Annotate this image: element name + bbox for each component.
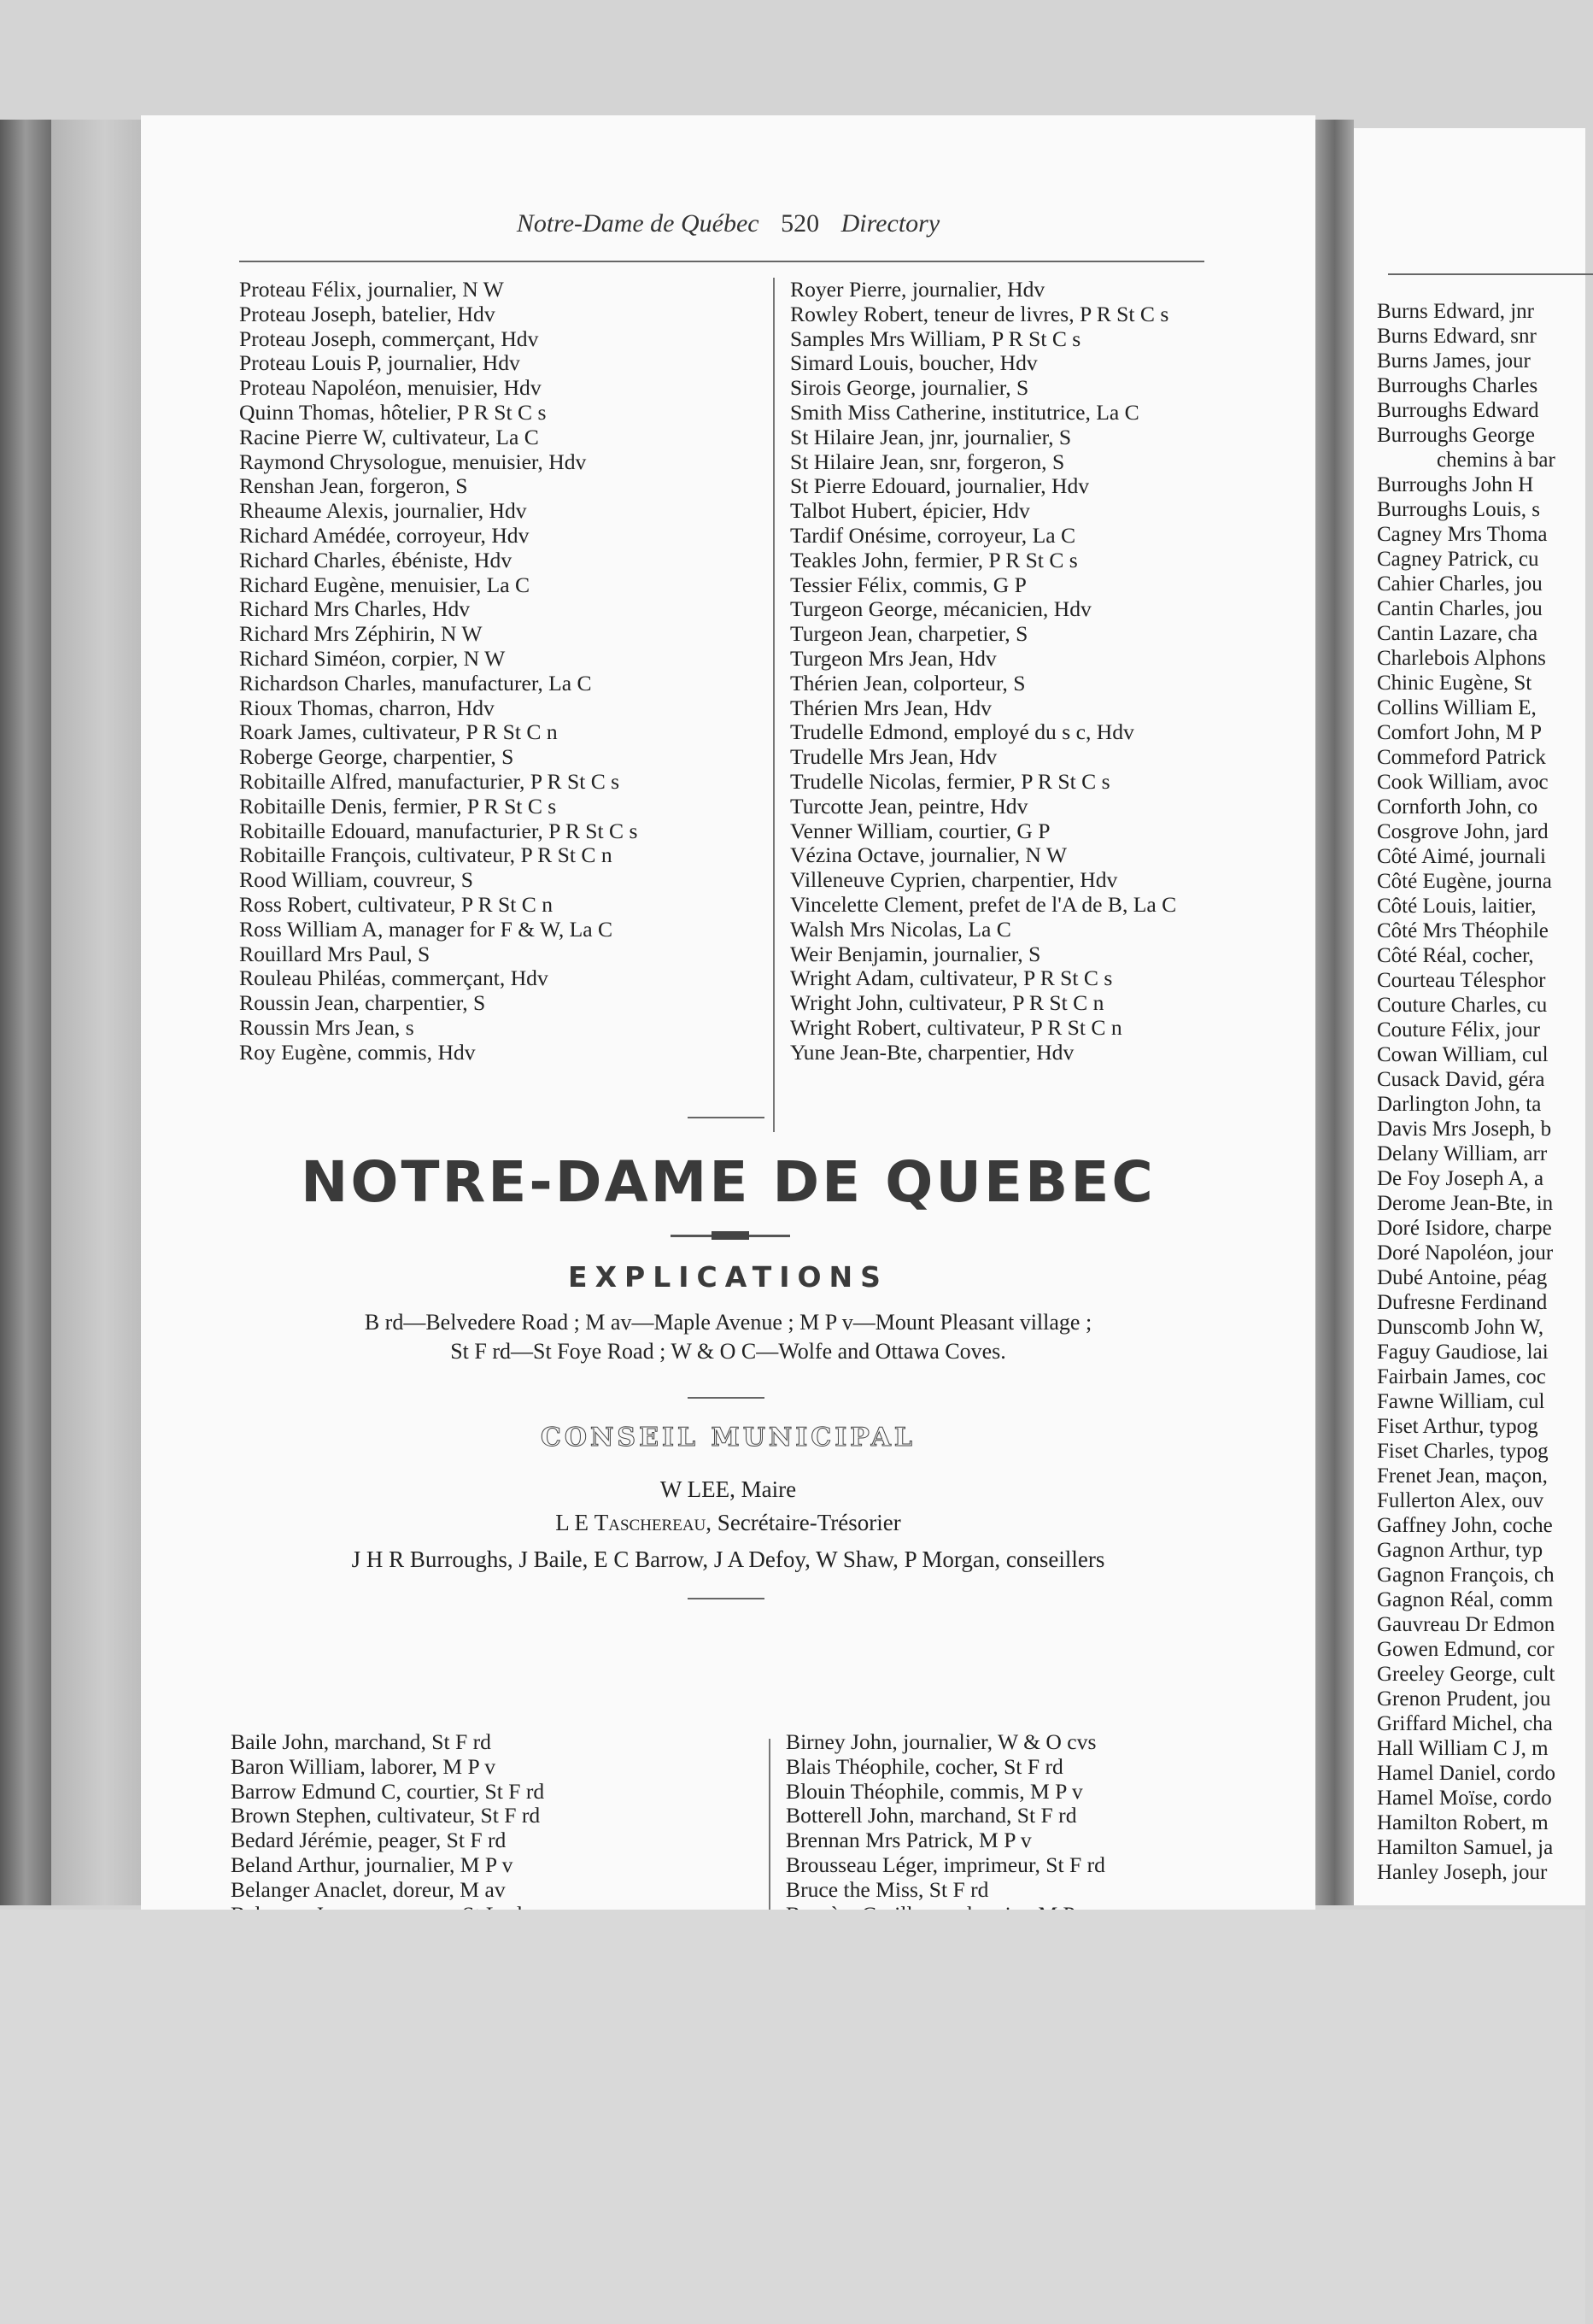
directory-entry: Barrow Edmund C, courtier, St F rd bbox=[231, 1778, 545, 1804]
directory-entry: Bruce the Miss, St F rd bbox=[786, 1876, 989, 1902]
directory-entry: Rioux Thomas, charron, Hdv bbox=[239, 695, 495, 720]
directory-entry: Richard Siméon, corpier, N W bbox=[239, 645, 506, 671]
facing-page-column bbox=[1377, 299, 1555, 1885]
directory-entry: Rouillard Mrs Paul, S bbox=[239, 941, 430, 966]
directory-entry: Hanley Joseph, jour bbox=[1377, 1861, 1548, 1884]
directory-entry: Wright John, cultivateur, P R St C n bbox=[790, 990, 1104, 1016]
directory-entry: Vincelette Clement, prefet de l'A de B, La C bbox=[790, 891, 1177, 917]
directory-entry: Villeneuve Cyprien, charpentier, Hdv bbox=[790, 867, 1118, 893]
column-divider bbox=[773, 278, 775, 1132]
directory-entry: Côté Eugène, journa bbox=[1377, 870, 1552, 893]
directory-entry: Roy Eugène, commis, Hdv bbox=[239, 1039, 476, 1065]
directory-entry: Gowen Edmund, cor bbox=[1377, 1638, 1555, 1661]
directory-entry: Brennan Mrs Patrick, M P v bbox=[786, 1828, 1032, 1853]
directory-entry: Burns Edward, jnr bbox=[1377, 300, 1534, 323]
directory-entry: Weir Benjamin, journalier, S bbox=[790, 941, 1041, 966]
conseil-heading: CONSEIL MUNICIPAL bbox=[540, 1423, 916, 1452]
header-town: Notre-Dame de Québec bbox=[516, 209, 759, 238]
directory-entry: Richard Charles, ébéniste, Hdv bbox=[239, 547, 512, 572]
directory-page bbox=[141, 115, 1315, 1910]
directory-entry: Frenet Jean, maçon, bbox=[1377, 1464, 1548, 1488]
directory-entry: Charlebois Alphons bbox=[1377, 647, 1546, 670]
directory-entry: Fawne William, cul bbox=[1377, 1390, 1545, 1413]
directory-entry: Wright Adam, cultivateur, P R St C s bbox=[790, 965, 1113, 991]
directory-entry: St Pierre Edouard, journalier, Hdv bbox=[790, 473, 1090, 499]
book-edge bbox=[51, 120, 141, 1905]
directory-entry: Botterell John, marchand, St F rd bbox=[786, 1803, 1077, 1828]
directory-entry: Doré Napoléon, jour bbox=[1377, 1241, 1554, 1265]
directory-entry: St Hilaire Jean, jnr, journalier, S bbox=[790, 424, 1072, 449]
directory-entry: Thérien Mrs Jean, Hdv bbox=[790, 695, 992, 720]
directory-entry: Burroughs George bbox=[1377, 424, 1535, 447]
council-secretary-name: Taschereau bbox=[594, 1510, 706, 1535]
council-mayor: W LEE, Maire bbox=[659, 1476, 797, 1502]
header-rule bbox=[239, 261, 1204, 262]
book-spine bbox=[0, 120, 51, 1905]
directory-entry: Cagney Mrs Thoma bbox=[1377, 523, 1548, 546]
directory-entry: Quinn Thomas, hôtelier, P R St C s bbox=[239, 399, 547, 425]
background-surface bbox=[0, 1910, 1585, 2324]
directory-entry: Turcotte Jean, peintre, Hdv bbox=[790, 793, 1028, 819]
facing-page bbox=[1354, 128, 1585, 1905]
directory-entry: Baron William, laborer, M P v bbox=[231, 1753, 495, 1779]
directory-entry: Rouleau Philéas, commerçant, Hdv bbox=[239, 965, 548, 991]
directory-entry: Renshan Jean, forgeron, S bbox=[239, 473, 468, 499]
directory-entry: Robitaille Edouard, manufacturier, P R St C s bbox=[239, 818, 638, 843]
directory-entry: Cantin Charles, jou bbox=[1377, 597, 1543, 620]
directory-entry: Talbot Hubert, épicier, Hdv bbox=[790, 498, 1030, 524]
book-gutter bbox=[1315, 120, 1354, 1905]
directory-entry: Côté Mrs Théophile bbox=[1377, 919, 1549, 942]
directory-entry: Dufresne Ferdinand bbox=[1377, 1291, 1548, 1314]
directory-entry: Robitaille Denis, fermier, P R St C s bbox=[239, 793, 557, 819]
directory-entry: Darlington John, ta bbox=[1377, 1093, 1542, 1116]
directory-entry: Ross William A, manager for F & W, La C bbox=[239, 916, 613, 942]
directory-entry: Gagnon Réal, comm bbox=[1377, 1588, 1554, 1611]
council-rule bbox=[688, 1598, 764, 1599]
directory-entry: Yune Jean-Bte, charpentier, Hdv bbox=[790, 1039, 1075, 1065]
directory-entry: Venner William, courtier, G P bbox=[790, 818, 1051, 843]
directory-entry: Dunscomb John W, bbox=[1377, 1316, 1544, 1339]
directory-entry: Hamel Moïse, cordo bbox=[1377, 1787, 1552, 1810]
directory-entry: Simard Louis, boucher, Hdv bbox=[790, 350, 1038, 376]
directory-entry: Derome Jean-Bte, in bbox=[1377, 1192, 1554, 1215]
directory-entry: Brousseau Léger, imprimeur, St F rd bbox=[786, 1852, 1105, 1877]
directory-entry: Roberge George, charpentier, S bbox=[239, 744, 514, 770]
directory-entry: Fiset Charles, typog bbox=[1377, 1440, 1549, 1463]
directory-entry: Proteau Louis P, journalier, Hdv bbox=[239, 350, 520, 376]
directory-entry: Rood William, couvreur, S bbox=[239, 867, 473, 893]
page-header bbox=[141, 209, 1315, 238]
directory-entry: Trudelle Nicolas, fermier, P R St C s bbox=[790, 768, 1110, 794]
directory-entry: Cusack David, géra bbox=[1377, 1068, 1545, 1091]
directory-entry: Smith Miss Catherine, institutrice, La C bbox=[790, 399, 1139, 425]
directory-entry: Roark James, cultivateur, P R St C n bbox=[239, 719, 558, 745]
directory-entry: Côté Réal, cocher, bbox=[1377, 944, 1534, 967]
directory-entry: Griffard Michel, cha bbox=[1377, 1712, 1553, 1735]
directory-entry: Baile John, marchand, St F rd bbox=[231, 1729, 491, 1754]
directory-entry: Dubé Antoine, péag bbox=[1377, 1266, 1548, 1289]
directory-entry: Cosgrove John, jard bbox=[1377, 820, 1549, 843]
directory-entry: Turgeon Jean, charpetier, S bbox=[790, 621, 1028, 647]
directory-entry: Couture Charles, cu bbox=[1377, 994, 1548, 1017]
directory-entry: Doré Isidore, charpe bbox=[1377, 1217, 1552, 1240]
explications-line-2: St F rd—St Foye Road ; W & O C—Wolfe and Ottawa Coves. bbox=[450, 1339, 1006, 1364]
council-secretary-title: , Secrétaire-Trésorier bbox=[706, 1510, 901, 1535]
directory-entry: Royer Pierre, journalier, Hdv bbox=[790, 277, 1045, 302]
directory-entry: Cagney Patrick, cu bbox=[1377, 548, 1539, 571]
directory-entry: Wright Robert, cultivateur, P R St C n bbox=[790, 1014, 1122, 1040]
directory-entry: Greeley George, cult bbox=[1377, 1663, 1555, 1686]
directory-entry: Commeford Patrick bbox=[1377, 746, 1546, 769]
directory-entry: Burns Edward, snr bbox=[1377, 325, 1537, 348]
directory-entry: Brown Stephen, cultivateur, St F rd bbox=[231, 1803, 541, 1828]
directory-entry: Trudelle Edmond, employé du s c, Hdv bbox=[790, 719, 1134, 745]
directory-entry: Comfort John, M P bbox=[1377, 721, 1543, 744]
directory-entry: Ross Robert, cultivateur, P R St C n bbox=[239, 891, 553, 917]
directory-entry: Fairbain James, coc bbox=[1377, 1365, 1546, 1388]
directory-entry: Couture Félix, jour bbox=[1377, 1018, 1540, 1042]
directory-entry: Robitaille Alfred, manufacturier, P R St C s bbox=[239, 768, 620, 794]
directory-entry: Courteau Télesphor bbox=[1377, 969, 1546, 992]
title-rule-ornament bbox=[712, 1231, 749, 1240]
directory-entry: Turgeon George, mécanicien, Hdv bbox=[790, 596, 1092, 622]
directory-entry: Hamel Daniel, cordo bbox=[1377, 1762, 1555, 1785]
directory-entry: Richard Mrs Zéphirin, N W bbox=[239, 621, 483, 647]
directory-entry: Richard Amédée, corroyeur, Hdv bbox=[239, 522, 530, 548]
directory-entry: Turgeon Mrs Jean, Hdv bbox=[790, 645, 997, 671]
directory-entry: Beland Arthur, journalier, M P v bbox=[231, 1852, 513, 1877]
directory-entry: Richard Eugène, menuisier, La C bbox=[239, 572, 530, 597]
explications-rule bbox=[688, 1397, 764, 1399]
directory-entry: Hamilton Robert, m bbox=[1377, 1811, 1549, 1834]
directory-entry: Richard Mrs Charles, Hdv bbox=[239, 596, 471, 622]
directory-entry: chemins à bar bbox=[1437, 449, 1555, 472]
council-secretary bbox=[141, 1510, 1315, 1536]
directory-entry: Burroughs Edward bbox=[1377, 399, 1539, 422]
directory-entry: Gagnon François, ch bbox=[1377, 1564, 1555, 1587]
directory-entry: Burroughs Charles bbox=[1377, 374, 1538, 397]
explications-line-1: B rd—Belvedere Road ; M av—Maple Avenue ; M P v—Mount Pleasant village ; bbox=[364, 1310, 1092, 1335]
directory-entry: Proteau Félix, journalier, N W bbox=[239, 277, 504, 302]
directory-entry: Côté Aimé, journali bbox=[1377, 845, 1546, 868]
directory-entry: Bedard Jérémie, peager, St F rd bbox=[231, 1828, 507, 1853]
directory-entry: Gagnon Arthur, typ bbox=[1377, 1539, 1543, 1562]
directory-entry: Gauvreau Dr Edmon bbox=[1377, 1613, 1555, 1636]
directory-entry: St Hilaire Jean, snr, forgeron, S bbox=[790, 449, 1065, 474]
directory-entry: Proteau Napoléon, menuisier, Hdv bbox=[239, 375, 542, 401]
directory-entry: Delany William, arr bbox=[1377, 1142, 1548, 1165]
directory-column-right bbox=[790, 278, 1176, 1065]
directory-entry: Cowan William, cul bbox=[1377, 1043, 1549, 1066]
directory-entry: Côté Louis, laitier, bbox=[1377, 895, 1537, 918]
directory-entry: Burroughs John H bbox=[1377, 473, 1534, 496]
facing-page-rule bbox=[1388, 273, 1593, 275]
directory-entry: Cornforth John, co bbox=[1377, 795, 1538, 819]
directory-entry: Rowley Robert, teneur de livres, P R St C s bbox=[790, 301, 1169, 326]
section-title: NOTRE-DAME DE QUEBEC bbox=[301, 1149, 1156, 1215]
directory-entry: Samples Mrs William, P R St C s bbox=[790, 326, 1081, 351]
directory-entry: Fullerton Alex, ouv bbox=[1377, 1489, 1544, 1512]
directory-entry: Tardif Onésime, corroyeur, La C bbox=[790, 522, 1076, 548]
council-members: J H R Burroughs, J Baile, E C Barrow, J A Defoy, W Shaw, P Morgan, conseillers bbox=[351, 1546, 1105, 1572]
directory-entry: Burns James, jour bbox=[1377, 349, 1531, 373]
directory-entry: Fiset Arthur, typog bbox=[1377, 1415, 1538, 1438]
directory-entry: Grenon Prudent, jou bbox=[1377, 1687, 1551, 1711]
directory-entry: Collins William E, bbox=[1377, 696, 1537, 719]
directory-entry: Roussin Mrs Jean, s bbox=[239, 1014, 414, 1040]
directory-entry: Gaffney John, coche bbox=[1377, 1514, 1553, 1537]
directory-entry: Teakles John, fermier, P R St C s bbox=[790, 547, 1078, 572]
page-number: 520 bbox=[781, 209, 820, 238]
header-directory: Directory bbox=[840, 209, 940, 238]
directory-entry: Walsh Mrs Nicolas, La C bbox=[790, 916, 1011, 942]
directory-entry: Richardson Charles, manufacturer, La C bbox=[239, 670, 592, 695]
section-rule bbox=[688, 1117, 764, 1118]
directory-entry: Burroughs Louis, s bbox=[1377, 498, 1540, 521]
directory-entry: Racine Pierre W, cultivateur, La C bbox=[239, 424, 539, 449]
council-secretary-initials: L E bbox=[555, 1510, 594, 1535]
directory-entry: Raymond Chrysologue, menuisier, Hdv bbox=[239, 449, 587, 474]
directory-entry: De Foy Joseph A, a bbox=[1377, 1167, 1544, 1190]
directory-entry: Cantin Lazare, cha bbox=[1377, 622, 1538, 645]
directory-entry: Sirois George, journalier, S bbox=[790, 375, 1029, 401]
directory-entry: Chinic Eugène, St bbox=[1377, 672, 1532, 695]
directory-entry: Davis Mrs Joseph, b bbox=[1377, 1118, 1552, 1141]
directory-entry: Blais Théophile, cocher, St F rd bbox=[786, 1753, 1063, 1779]
directory-entry: Thérien Jean, colporteur, S bbox=[790, 670, 1026, 695]
directory-entry: Tessier Félix, commis, G P bbox=[790, 572, 1027, 597]
directory-entry: Proteau Joseph, commerçant, Hdv bbox=[239, 326, 539, 351]
directory-column-left bbox=[239, 278, 637, 1065]
directory-entry: Birney John, journalier, W & O cvs bbox=[786, 1729, 1097, 1754]
directory-entry: Trudelle Mrs Jean, Hdv bbox=[790, 744, 998, 770]
explications-heading: EXPLICATIONS bbox=[568, 1260, 888, 1294]
directory-entry: Faguy Gaudiose, lai bbox=[1377, 1341, 1549, 1364]
directory-entry: Belanger Anaclet, doreur, M av bbox=[231, 1876, 506, 1902]
directory-entry: Blouin Théophile, commis, M P v bbox=[786, 1778, 1083, 1804]
directory-entry: Cahier Charles, jou bbox=[1377, 572, 1543, 596]
directory-entry: Rheaume Alexis, journalier, Hdv bbox=[239, 498, 527, 524]
directory-entry: Hall William C J, m bbox=[1377, 1737, 1549, 1760]
directory-entry: Cook William, avoc bbox=[1377, 771, 1549, 794]
directory-entry: Hamilton Samuel, ja bbox=[1377, 1836, 1554, 1859]
directory-entry: Robitaille François, cultivateur, P R St C n bbox=[239, 842, 612, 868]
directory-entry: Proteau Joseph, batelier, Hdv bbox=[239, 301, 495, 326]
directory-entry: Roussin Jean, charpentier, S bbox=[239, 990, 486, 1016]
directory-entry: Vézina Octave, journalier, N W bbox=[790, 842, 1067, 868]
